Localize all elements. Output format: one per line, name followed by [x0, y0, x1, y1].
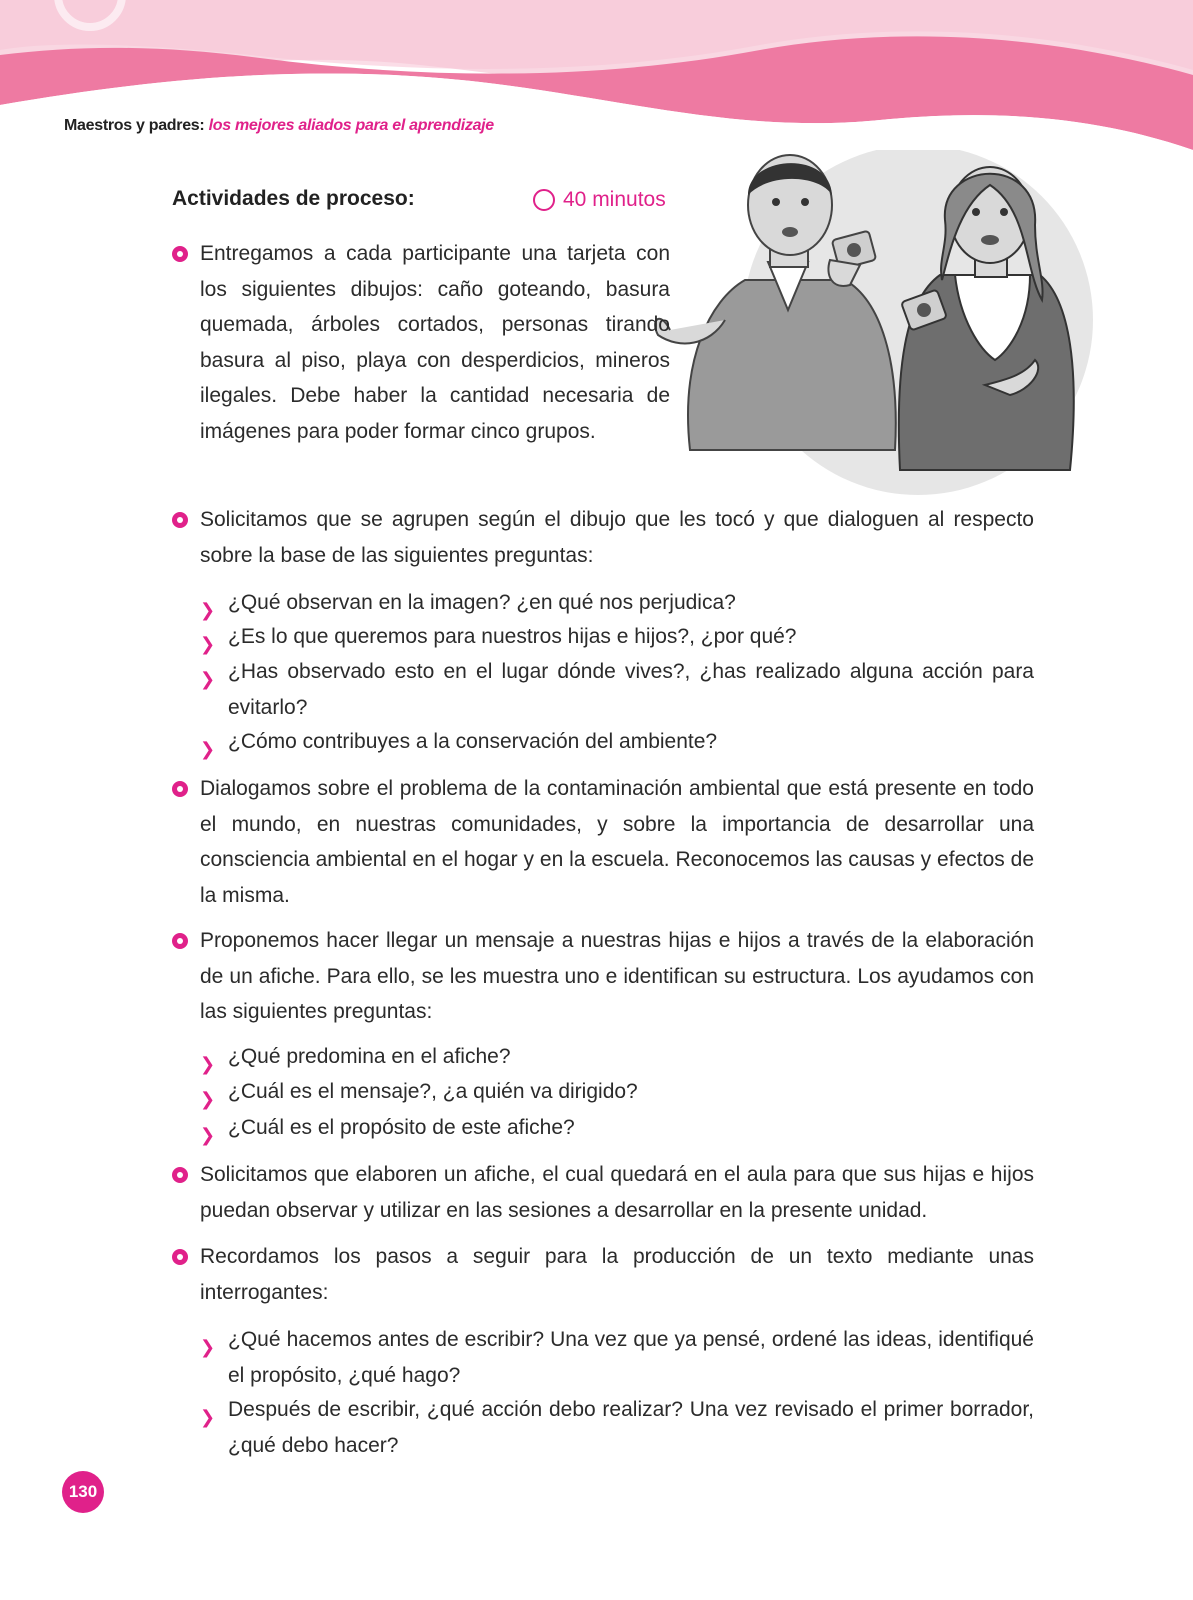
list-item-text: Dialogamos sobre el problema de la contaminación ambiental que está presente en todo el mundo, en nuestras comunidades, y sobre la importancia de desarrollar una consciencia ambiental en el hogar y en la escuela. Reconocemos las causas y efectos de la misma.	[200, 777, 1034, 907]
chevron-right-icon: ❯	[200, 600, 216, 621]
illustration-two-people-with-cards	[650, 150, 1120, 495]
sub-list-item	[200, 724, 1034, 760]
bullet-icon	[172, 933, 188, 949]
list-item-text: Recordamos los pasos a seguir para la producción de un texto mediante unas interrogantes:	[200, 1245, 1034, 1304]
sub-list-item	[200, 619, 1034, 655]
sub-list-item	[200, 654, 1034, 725]
list-item-text: Solicitamos que elaboren un afiche, el cual quedará en el aula para que sus hijas e hijos puedan observar y utilizar en las sesiones a desarrollar en la presente unidad.	[200, 1163, 1034, 1222]
sub-list-item-text: ¿Has observado esto en el lugar dónde vives?, ¿has realizado alguna acción para evitarlo?	[228, 660, 1034, 719]
running-header	[64, 117, 494, 135]
list-item-text: Solicitamos que se agrupen según el dibujo que les tocó y que dialoguen al respecto sobre la base de las siguientes preguntas:	[200, 508, 1034, 567]
time-label: 40 minutos	[563, 188, 666, 211]
sub-list-item-text: ¿Qué hacemos antes de escribir? Una vez que ya pensé, ordené las ideas, identifiqué el propósito, ¿qué hago?	[228, 1328, 1034, 1387]
chevron-right-icon: ❯	[200, 634, 216, 655]
sub-list-item-text: ¿Qué predomina en el afiche?	[228, 1045, 511, 1068]
list-item	[172, 923, 1034, 1030]
clock-icon	[533, 189, 555, 211]
section-title: Actividades de proceso:	[172, 187, 415, 210]
running-header-emphasis: los mejores aliados para el aprendizaje	[208, 117, 494, 134]
sub-list-item-text: Después de escribir, ¿qué acción debo realizar? Una vez revisado el primer borrador, ¿qué debo hacer?	[228, 1398, 1034, 1457]
sub-list-item-text: ¿Cuál es el mensaje?, ¿a quién va dirigido?	[228, 1080, 638, 1103]
chevron-right-icon: ❯	[200, 669, 216, 690]
sub-list-item-text: ¿Cuál es el propósito de este afiche?	[228, 1116, 575, 1139]
chevron-right-icon: ❯	[200, 1407, 216, 1428]
list-item	[172, 771, 1034, 913]
chevron-right-icon: ❯	[200, 1089, 216, 1110]
list-item-text: Proponemos hacer llegar un mensaje a nuestras hijas e hijos a través de la elaboración de un afiche. Para ello, se les muestra uno e identifican su estructura. Los ayudamos con las siguientes preguntas:	[200, 929, 1034, 1023]
sub-list-item	[200, 1392, 1034, 1463]
bullet-icon	[172, 1249, 188, 1265]
list-item	[172, 1157, 1034, 1228]
sub-list-item	[200, 585, 1034, 621]
bullet-icon	[172, 1167, 188, 1183]
chevron-right-icon: ❯	[200, 1125, 216, 1146]
sub-list-item-text: ¿Cómo contribuyes a la conservación del ambiente?	[228, 730, 718, 753]
list-item	[172, 1239, 1034, 1310]
bullet-icon	[172, 512, 188, 528]
sub-list-item	[200, 1110, 1034, 1146]
time-indicator	[533, 188, 666, 212]
chevron-right-icon: ❯	[200, 739, 216, 760]
sub-list-item	[200, 1039, 1034, 1075]
running-header-prefix: Maestros y padres:	[64, 117, 205, 134]
sub-list-item-text: ¿Qué observan en la imagen? ¿en qué nos perjudica?	[228, 591, 736, 614]
bullet-icon	[172, 781, 188, 797]
chevron-right-icon: ❯	[200, 1054, 216, 1075]
sub-list-item-text: ¿Es lo que queremos para nuestros hijas e hijos?, ¿por qué?	[228, 625, 797, 648]
list-item	[172, 236, 670, 449]
chevron-right-icon: ❯	[200, 1337, 216, 1358]
list-item-text: Entregamos a cada participante una tarjeta con los siguientes dibujos: caño goteando, basura quemada, árboles cortados, personas tirando basura al piso, playa con desperdicios, mineros ilegales. Debe haber la cantidad necesaria de imágenes para poder formar cinco grupos.	[200, 242, 670, 443]
bullet-icon	[172, 246, 188, 262]
sub-list-item	[200, 1322, 1034, 1393]
list-item	[172, 502, 1034, 573]
sub-list-item	[200, 1074, 1034, 1110]
page-number: 130	[62, 1471, 104, 1513]
